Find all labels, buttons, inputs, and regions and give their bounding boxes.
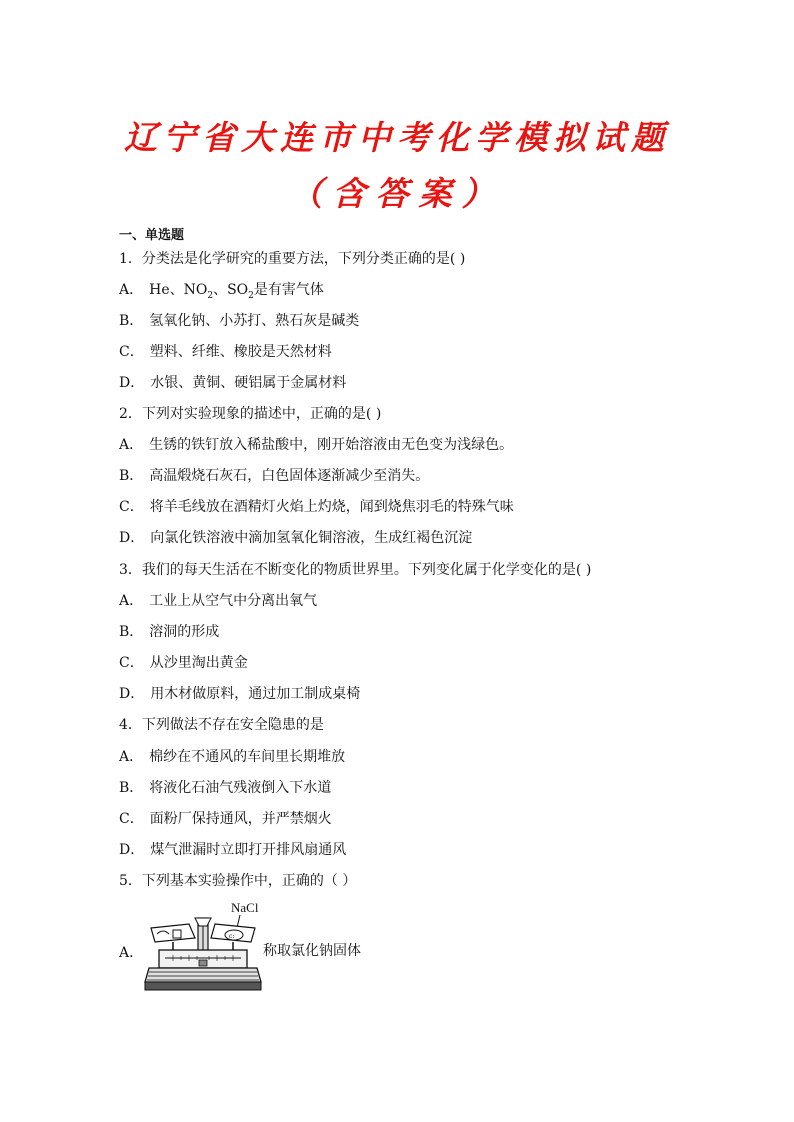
option-letter: A． <box>119 749 144 765</box>
option-text: 面粉厂保持通风，并严禁烟火 <box>149 811 332 827</box>
subscript: 2 <box>248 290 254 301</box>
subscript: 2 <box>207 290 214 301</box>
option-letter: D． <box>119 686 145 702</box>
option-letter: D． <box>119 842 145 858</box>
option-text: 煤气泄漏时立即打开排风扇通风 <box>150 842 347 858</box>
balance-figure <box>143 898 263 998</box>
option-text: 棉纱在不通风的车间里长期堆放 <box>149 749 346 765</box>
question-1-option-c <box>119 343 332 361</box>
question-1-option-d <box>119 374 346 392</box>
option-letter: C． <box>119 811 144 827</box>
question-2-option-c <box>119 498 514 516</box>
option-text: 将液化石油气残液倒入下水道 <box>149 780 332 796</box>
question-5-option-a-letter: A． <box>119 945 144 961</box>
question-2-option-a <box>119 436 513 454</box>
question-2-option-d <box>119 529 472 547</box>
option-text: 氢氧化钠、小苏打、熟石灰是碱类 <box>149 313 360 329</box>
option-text: 塑料、纤维、橡胶是天然材料 <box>149 344 332 360</box>
question-4-stem: 4．下列做法不存在安全隐患的是 <box>119 717 324 733</box>
question-2-option-b <box>119 467 429 485</box>
option-text: 向氯化铁溶液中滴加氢氧化铜溶液，生成红褐色沉淀 <box>150 530 473 546</box>
option-text: 用木材做原料，通过加工制成桌椅 <box>150 686 361 702</box>
document-subtitle: （含答案） <box>289 174 505 213</box>
option-text: 生锈的铁钉放入稀盐酸中，刚开始溶液由无色变为浅绿色。 <box>149 437 514 453</box>
option-letter: C． <box>119 344 144 360</box>
option-text: 溶洞的形成 <box>149 624 220 640</box>
balance-pointer-head <box>195 918 211 926</box>
option-letter: A． <box>119 437 144 453</box>
balance-foot <box>145 982 261 990</box>
option-text: 工业上从空气中分离出氧气 <box>149 593 318 609</box>
section-heading: 一、单选题 <box>119 228 185 243</box>
option-text: 从沙里淘出黄金 <box>149 655 248 671</box>
question-4-option-c <box>119 810 332 828</box>
document-title: 辽宁省大连市中考化学模拟试题 <box>124 118 670 157</box>
question-4-option-b <box>119 779 331 797</box>
option-letter: B． <box>119 468 144 484</box>
question-4-option-a <box>119 748 345 766</box>
option-letter: A． <box>119 282 144 298</box>
question-3-stem: 3．我们的每天生活在不断变化的物质世界里。下列变化属于化学变化的是( ) <box>119 562 592 578</box>
rider-weight <box>199 960 207 966</box>
option-text-part: He、NO <box>149 282 208 298</box>
option-text-part: 是有害气体 <box>253 282 324 298</box>
question-3-option-c <box>119 654 248 672</box>
question-3-option-b <box>119 623 219 641</box>
question-1-stem: 1．分类法是化学研究的重要方法，下列分类正确的是( ) <box>119 251 466 267</box>
question-1-option-b <box>119 312 359 330</box>
option-letter: B． <box>119 624 144 640</box>
option-letter: D． <box>119 530 145 546</box>
option-letter: C． <box>119 499 144 515</box>
question-1-option-a <box>119 281 324 305</box>
option-text-part: 、SO <box>213 282 249 298</box>
option-text: 水银、黄铜、硬铝属于金属材料 <box>150 375 347 391</box>
question-5-option-a-text: 称取氯化钠固体 <box>263 943 361 959</box>
option-text: 将羊毛线放在酒精灯火焰上灼烧，闻到烧焦羽毛的特殊气味 <box>149 499 514 515</box>
question-5-stem: 5．下列基本实验操作中，正确的（ ） <box>119 873 357 889</box>
nacl-label: NaCl <box>231 900 259 915</box>
option-text: 高温煅烧石灰石，白色固体逐渐减少至消失。 <box>149 468 430 484</box>
question-4-option-d <box>119 841 346 859</box>
question-2-stem: 2．下列对实验现象的描述中，正确的是( ) <box>119 406 382 422</box>
salt-texture: c: <box>229 933 235 940</box>
option-letter: B． <box>119 313 144 329</box>
option-letter: D． <box>119 375 145 391</box>
question-3-option-d <box>119 685 360 703</box>
option-letter: B． <box>119 780 144 796</box>
question-3-option-a <box>119 592 317 610</box>
option-letter: A． <box>119 593 144 609</box>
option-letter: C． <box>119 655 144 671</box>
balance-scale-illustration <box>143 898 263 998</box>
